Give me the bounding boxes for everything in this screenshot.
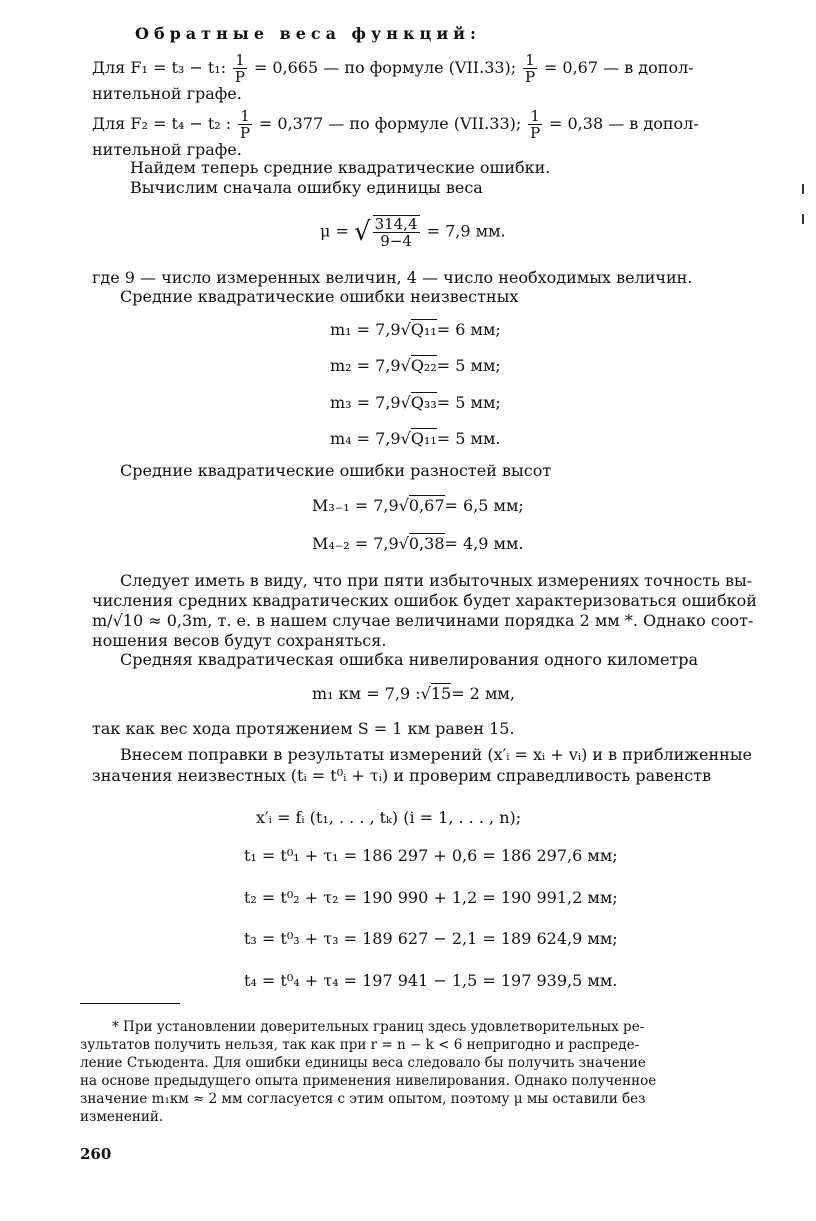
f2-continuation: нительной графе. (92, 140, 242, 159)
m4-root: Q₁₁ (410, 429, 437, 448)
footnote-line-4: на основе предыдущего опыта применения нивелирования. Однако полученное (80, 1073, 657, 1089)
M42-equation (312, 534, 524, 554)
f2-fraction (238, 108, 252, 141)
f2-fraction-2 (528, 108, 542, 141)
f1-frac2-den: P (525, 68, 536, 86)
f2-line (92, 108, 699, 141)
paragraph-counts: где 9 — число измеренных величин, 4 — число необходимых величин. (92, 268, 693, 287)
f2-prefix: Для F₂ = t₄ − t₂ : (92, 114, 232, 133)
f1-frac-den: P (234, 68, 246, 86)
f1-mid: = 0,665 — по формуле (VII.33); (253, 58, 517, 77)
m1-lhs: m₁ = 7,9 (330, 320, 401, 339)
f2-tail: = 0,38 — в допол- (549, 114, 699, 133)
km-equation (312, 684, 515, 704)
f2-frac-den: P (240, 124, 251, 142)
m3-root: Q₃₃ (410, 393, 437, 412)
f1-frac2-num: 1 (525, 51, 535, 69)
radical-sign: √ (420, 684, 431, 703)
M31-root: 0,67 (408, 496, 445, 515)
paragraph-corrections-line-2: значения неизвестных (tᵢ = t⁰ᵢ + τᵢ) и проверим справедливость равенств (92, 766, 712, 785)
f2-frac2-den: P (530, 124, 541, 142)
radical-sign: √ (400, 393, 411, 412)
m4-equation (330, 429, 501, 449)
m2-lhs: m₂ = 7,9 (330, 356, 401, 375)
f1-continuation: нительной графе. (92, 84, 242, 103)
page-number: 260 (80, 1145, 112, 1163)
f2-mid: = 0,377 — по формуле (VII.33); (258, 114, 522, 133)
footnote-line-2: зультатов получить нельзя, так как при r = n − k < 6 непригодно и распреде- (80, 1037, 640, 1053)
t1-equation: t₁ = t⁰₁ + τ₁ = 186 297 + 0,6 = 186 297,6 мм; (244, 846, 618, 865)
m1-equation (330, 320, 501, 340)
m2-rhs: = 5 мм; (436, 356, 501, 375)
footnote-rule (80, 1003, 180, 1004)
m3-rhs: = 5 мм; (436, 393, 501, 412)
mu-num: 314,4 (374, 215, 418, 233)
m2-root: Q₂₂ (410, 356, 437, 375)
km-rhs: = 2 мм, (451, 684, 515, 703)
radical-sign: √ (400, 429, 411, 448)
paragraph-unit-weight: Вычислим сначала ошибку единицы веса (130, 178, 483, 197)
radical-sign: √ (400, 356, 411, 375)
radical-sign: √ (400, 320, 411, 339)
m4-rhs: = 5 мм. (436, 429, 501, 448)
paragraph-unknowns: Средние квадратические ошибки неизвестных (120, 287, 519, 306)
footnote-line-1: * При установлении доверительных границ здесь удовлетворительных ре- (112, 1019, 645, 1035)
m1-rhs: = 6 мм; (436, 320, 501, 339)
footnote-line-5: значение m₁км ≈ 2 мм согласуется с этим опытом, поэтому μ мы оставили без (80, 1091, 646, 1107)
check-equation: x′ᵢ = fᵢ (t₁, . . . , tₖ) (i = 1, . . . , n); (256, 808, 522, 827)
f1-frac-num: 1 (235, 51, 245, 69)
M31-rhs: = 6,5 мм; (444, 496, 524, 515)
M42-lhs: M₄₋₂ = 7,9 (312, 534, 399, 553)
paragraph-redundant-line-2: числения средних квадратических ошибок будет характеризоваться ошибкой (92, 591, 757, 610)
scan-speck (802, 214, 804, 224)
scan-speck (802, 184, 804, 194)
paragraph-errors: Найдем теперь средние квадратические ошибки. (130, 158, 551, 177)
M42-root: 0,38 (408, 534, 445, 553)
paragraph-per-km: Средняя квадратическая ошибка нивелирования одного километра (120, 650, 699, 669)
f2-frac2-num: 1 (530, 107, 540, 125)
m3-equation (330, 393, 501, 413)
paragraph-redundant-line-4: ношения весов будут сохраняться. (92, 631, 387, 650)
mu-fraction (373, 215, 420, 249)
paragraph-weight: так как вес хода протяжением S = 1 км равен 15. (92, 719, 515, 738)
footnote-line-3: ление Стьюдента. Для ошибки единицы веса следовало бы получить значение (80, 1055, 646, 1071)
M42-rhs: = 4,9 мм. (444, 534, 524, 553)
radical-sign: √ (398, 534, 409, 553)
mu-lhs: μ = (320, 221, 349, 241)
paragraph-redundant-line-1: Следует иметь в виду, что при пяти избыточных измерениях точность вы- (120, 571, 753, 590)
m4-lhs: m₄ = 7,9 (330, 429, 401, 448)
f1-line (92, 52, 694, 85)
t4-equation: t₄ = t⁰₄ + τ₄ = 197 941 − 1,5 = 197 939,5 мм. (244, 971, 618, 990)
f1-fraction (233, 52, 247, 85)
km-lhs: m₁ км = 7,9 : (312, 684, 421, 703)
paragraph-redundant-line-3: m/√10 ≈ 0,3m, т. е. в нашем случае величинами порядка 2 мм *. Однако соот- (92, 611, 754, 630)
f2-frac-num: 1 (240, 107, 250, 125)
mu-rhs: = 7,9 мм. (426, 221, 506, 241)
m1-root: Q₁₁ (410, 320, 437, 339)
M31-equation (312, 496, 524, 516)
m2-equation (330, 356, 501, 376)
f1-tail: = 0,67 — в допол- (543, 58, 694, 77)
paragraph-height-differences: Средние квадратические ошибки разностей высот (120, 461, 552, 480)
footnote-line-6: изменений. (80, 1109, 164, 1125)
paragraph-corrections-line-1: Внесем поправки в результаты измерений (x′ᵢ = xᵢ + vᵢ) и в приближенные (120, 745, 753, 764)
radical-sign: √ (353, 217, 371, 247)
t3-equation: t₃ = t⁰₃ + τ₃ = 189 627 − 2,1 = 189 624,9 мм; (244, 929, 618, 948)
mu-equation (320, 215, 506, 249)
radical-sign: √ (398, 496, 409, 515)
mu-den: 9−4 (380, 232, 412, 250)
km-root: 15 (430, 684, 452, 703)
m3-lhs: m₃ = 7,9 (330, 393, 401, 412)
f1-prefix: Для F₁ = t₃ − t₁: (92, 58, 227, 77)
f1-fraction-2 (523, 52, 537, 85)
M31-lhs: M₃₋₁ = 7,9 (312, 496, 399, 515)
section-heading: Обратные веса функций: (135, 24, 481, 43)
t2-equation: t₂ = t⁰₂ + τ₂ = 190 990 + 1,2 = 190 991,2 мм; (244, 888, 618, 907)
